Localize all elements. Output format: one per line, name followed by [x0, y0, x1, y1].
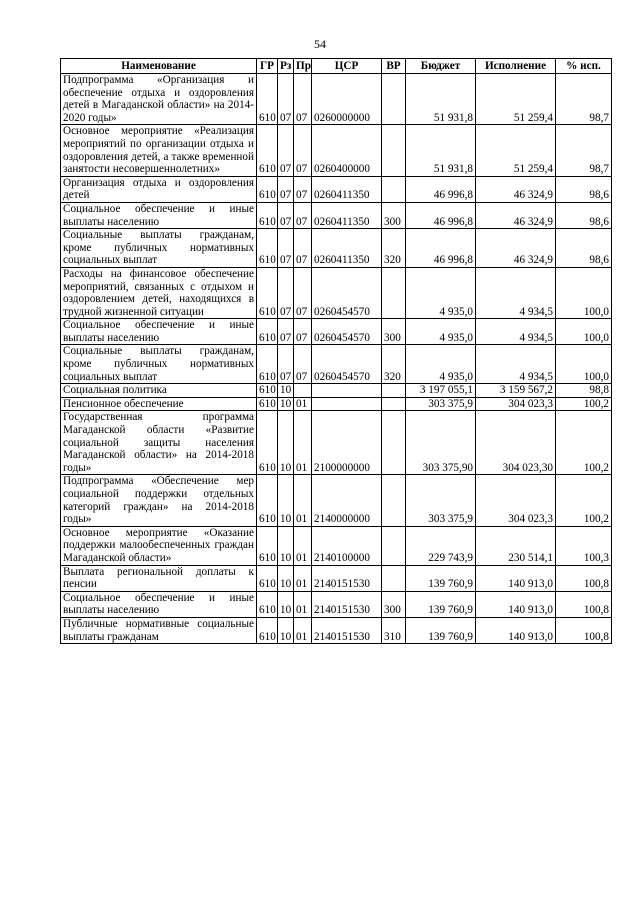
cell-percent: 100,2	[556, 397, 612, 411]
cell-budget: 139 760,9	[406, 565, 476, 591]
table-row	[61, 591, 612, 617]
cell-vr	[382, 384, 406, 398]
cell-budget: 303 375,9	[406, 475, 476, 526]
cell-csr	[312, 397, 382, 411]
cell-csr: 2140151530	[312, 617, 382, 643]
cell-percent: 100,8	[556, 617, 612, 643]
cell-name: Публичные нормативные социальные выплаты гражданам	[61, 617, 257, 643]
cell-percent: 98,8	[556, 384, 612, 398]
header-name: Наименование	[61, 59, 257, 74]
cell-execution: 140 913,0	[476, 617, 556, 643]
cell-execution: 51 259,4	[476, 74, 556, 125]
cell-execution: 140 913,0	[476, 565, 556, 591]
cell-gr: 610	[257, 475, 278, 526]
cell-pr	[294, 384, 312, 398]
cell-vr: 320	[382, 229, 406, 268]
cell-csr: 0260411350	[312, 176, 382, 202]
cell-gr: 610	[257, 565, 278, 591]
cell-pr: 07	[294, 345, 312, 384]
cell-pr: 01	[294, 526, 312, 565]
cell-pr: 01	[294, 617, 312, 643]
cell-execution: 304 023,30	[476, 411, 556, 475]
cell-rz: 07	[278, 229, 294, 268]
cell-budget: 229 743,9	[406, 526, 476, 565]
cell-vr	[382, 565, 406, 591]
header-pr: Пр	[294, 59, 312, 74]
cell-execution: 4 934,5	[476, 345, 556, 384]
cell-pr: 01	[294, 397, 312, 411]
cell-rz: 10	[278, 617, 294, 643]
cell-pr: 01	[294, 475, 312, 526]
cell-gr: 610	[257, 74, 278, 125]
cell-budget: 46 996,8	[406, 176, 476, 202]
cell-rz: 07	[278, 202, 294, 228]
cell-pr: 07	[294, 319, 312, 345]
cell-vr	[382, 125, 406, 176]
table-row	[61, 397, 612, 411]
cell-budget: 303 375,9	[406, 397, 476, 411]
cell-budget: 51 931,8	[406, 125, 476, 176]
cell-name: Социальное обеспечение и иные выплаты населению	[61, 319, 257, 345]
cell-execution: 3 159 567,2	[476, 384, 556, 398]
page-number: 54	[314, 37, 326, 51]
cell-rz: 07	[278, 125, 294, 176]
cell-gr: 610	[257, 591, 278, 617]
cell-budget: 4 935,0	[406, 267, 476, 318]
cell-vr	[382, 176, 406, 202]
table-row	[61, 229, 612, 268]
table-header-row	[61, 59, 612, 74]
cell-percent: 100,0	[556, 267, 612, 318]
cell-execution: 51 259,4	[476, 125, 556, 176]
cell-csr: 0260454570	[312, 267, 382, 318]
cell-gr: 610	[257, 345, 278, 384]
table-row	[61, 565, 612, 591]
cell-csr: 2140151530	[312, 591, 382, 617]
cell-csr: 2140000000	[312, 475, 382, 526]
cell-name: Основное мероприятие «Реализация мероприятий по организации отдыха и оздоровления детей, а также временной занятости несовершеннолетних»	[61, 125, 257, 176]
cell-csr	[312, 384, 382, 398]
table-row	[61, 475, 612, 526]
cell-percent: 98,6	[556, 229, 612, 268]
cell-gr: 610	[257, 202, 278, 228]
cell-gr: 610	[257, 125, 278, 176]
cell-percent: 98,6	[556, 176, 612, 202]
cell-rz: 07	[278, 319, 294, 345]
cell-vr: 300	[382, 591, 406, 617]
cell-gr: 610	[257, 411, 278, 475]
cell-rz: 07	[278, 345, 294, 384]
cell-vr: 300	[382, 319, 406, 345]
header-vr: ВР	[382, 59, 406, 74]
cell-csr: 2140100000	[312, 526, 382, 565]
cell-gr: 610	[257, 526, 278, 565]
cell-rz: 07	[278, 267, 294, 318]
cell-pr: 01	[294, 591, 312, 617]
cell-budget: 139 760,9	[406, 617, 476, 643]
cell-execution: 230 514,1	[476, 526, 556, 565]
cell-name: Пенсионное обеспечение	[61, 397, 257, 411]
cell-csr: 2100000000	[312, 411, 382, 475]
cell-pr: 07	[294, 202, 312, 228]
cell-name: Расходы на финансовое обеспечение мероприятий, связанных с отдыхом и оздоровлением детей, находящихся в трудной жизненной ситуации	[61, 267, 257, 318]
header-gr: ГР	[257, 59, 278, 74]
cell-budget: 303 375,90	[406, 411, 476, 475]
cell-gr: 610	[257, 176, 278, 202]
cell-rz: 10	[278, 411, 294, 475]
budget-execution-table	[60, 58, 612, 644]
cell-budget: 46 996,8	[406, 202, 476, 228]
table-row	[61, 411, 612, 475]
cell-csr: 0260411350	[312, 202, 382, 228]
cell-budget: 4 935,0	[406, 319, 476, 345]
cell-percent: 98,6	[556, 202, 612, 228]
cell-csr: 0260000000	[312, 74, 382, 125]
cell-percent: 100,0	[556, 345, 612, 384]
cell-csr: 2140151530	[312, 565, 382, 591]
cell-percent: 100,2	[556, 475, 612, 526]
cell-pr: 07	[294, 74, 312, 125]
cell-execution: 46 324,9	[476, 229, 556, 268]
cell-name: Подпрограмма «Обеспечение мер социальной поддержки отдельных категорий граждан» на 2014-2018 годы»	[61, 475, 257, 526]
cell-gr: 610	[257, 319, 278, 345]
cell-vr	[382, 475, 406, 526]
table-row	[61, 176, 612, 202]
cell-execution: 140 913,0	[476, 591, 556, 617]
cell-vr	[382, 526, 406, 565]
cell-name: Социальное обеспечение и иные выплаты населению	[61, 591, 257, 617]
cell-name: Социальные выплаты гражданам, кроме публичных нормативных социальных выплат	[61, 229, 257, 268]
cell-pr: 01	[294, 565, 312, 591]
cell-rz: 10	[278, 475, 294, 526]
cell-rz: 10	[278, 384, 294, 398]
cell-rz: 07	[278, 74, 294, 125]
cell-vr	[382, 74, 406, 125]
cell-csr: 0260454570	[312, 345, 382, 384]
cell-vr: 320	[382, 345, 406, 384]
cell-budget: 4 935,0	[406, 345, 476, 384]
cell-percent: 98,7	[556, 125, 612, 176]
cell-gr: 610	[257, 267, 278, 318]
header-csr: ЦСР	[312, 59, 382, 74]
table-row	[61, 617, 612, 643]
table-row	[61, 345, 612, 384]
cell-budget: 3 197 055,1	[406, 384, 476, 398]
cell-execution: 46 324,9	[476, 202, 556, 228]
cell-csr: 0260454570	[312, 319, 382, 345]
cell-execution: 304 023,3	[476, 475, 556, 526]
cell-rz: 10	[278, 591, 294, 617]
cell-name: Социальные выплаты гражданам, кроме публичных нормативных социальных выплат	[61, 345, 257, 384]
cell-name: Социальное обеспечение и иные выплаты населению	[61, 202, 257, 228]
cell-percent: 100,8	[556, 565, 612, 591]
cell-percent: 98,7	[556, 74, 612, 125]
table-row	[61, 125, 612, 176]
cell-vr: 310	[382, 617, 406, 643]
cell-name: Основное мероприятие «Оказание поддержки малообеспеченных граждан Магаданской области»	[61, 526, 257, 565]
cell-pr: 07	[294, 229, 312, 268]
cell-vr	[382, 267, 406, 318]
table-row	[61, 319, 612, 345]
cell-csr: 0260400000	[312, 125, 382, 176]
cell-budget: 51 931,8	[406, 74, 476, 125]
cell-rz: 10	[278, 526, 294, 565]
cell-name: Выплата региональной доплаты к пенсии	[61, 565, 257, 591]
cell-gr: 610	[257, 384, 278, 398]
table-row	[61, 384, 612, 398]
cell-vr	[382, 411, 406, 475]
table-row	[61, 267, 612, 318]
cell-rz: 10	[278, 397, 294, 411]
header-budget: Бюджет	[406, 59, 476, 74]
cell-name: Подпрограмма «Организация и обеспечение отдыха и оздоровления детей в Магаданской области» на 2014-2020 годы»	[61, 74, 257, 125]
cell-pr: 07	[294, 176, 312, 202]
cell-execution: 4 934,5	[476, 267, 556, 318]
cell-percent: 100,3	[556, 526, 612, 565]
header-percent: % исп.	[556, 59, 612, 74]
cell-budget: 46 996,8	[406, 229, 476, 268]
cell-pr: 07	[294, 267, 312, 318]
header-rz: Рз	[278, 59, 294, 74]
table-row	[61, 202, 612, 228]
table-row	[61, 526, 612, 565]
cell-rz: 07	[278, 176, 294, 202]
cell-pr: 07	[294, 125, 312, 176]
cell-gr: 610	[257, 397, 278, 411]
cell-gr: 610	[257, 617, 278, 643]
cell-gr: 610	[257, 229, 278, 268]
cell-vr	[382, 397, 406, 411]
cell-name: Социальная политика	[61, 384, 257, 398]
cell-execution: 304 023,3	[476, 397, 556, 411]
cell-pr: 01	[294, 411, 312, 475]
cell-percent: 100,2	[556, 411, 612, 475]
cell-execution: 4 934,5	[476, 319, 556, 345]
cell-csr: 0260411350	[312, 229, 382, 268]
table-row	[61, 74, 612, 125]
header-execution: Исполнение	[476, 59, 556, 74]
table-body	[61, 74, 612, 644]
cell-percent: 100,8	[556, 591, 612, 617]
cell-rz: 10	[278, 565, 294, 591]
cell-vr: 300	[382, 202, 406, 228]
cell-name: Организация отдыха и оздоровления детей	[61, 176, 257, 202]
cell-execution: 46 324,9	[476, 176, 556, 202]
cell-name: Государственная программа Магаданской области «Развитие социальной защиты населения Магаданской области» на 2014-2018 годы»	[61, 411, 257, 475]
cell-percent: 100,0	[556, 319, 612, 345]
cell-budget: 139 760,9	[406, 591, 476, 617]
